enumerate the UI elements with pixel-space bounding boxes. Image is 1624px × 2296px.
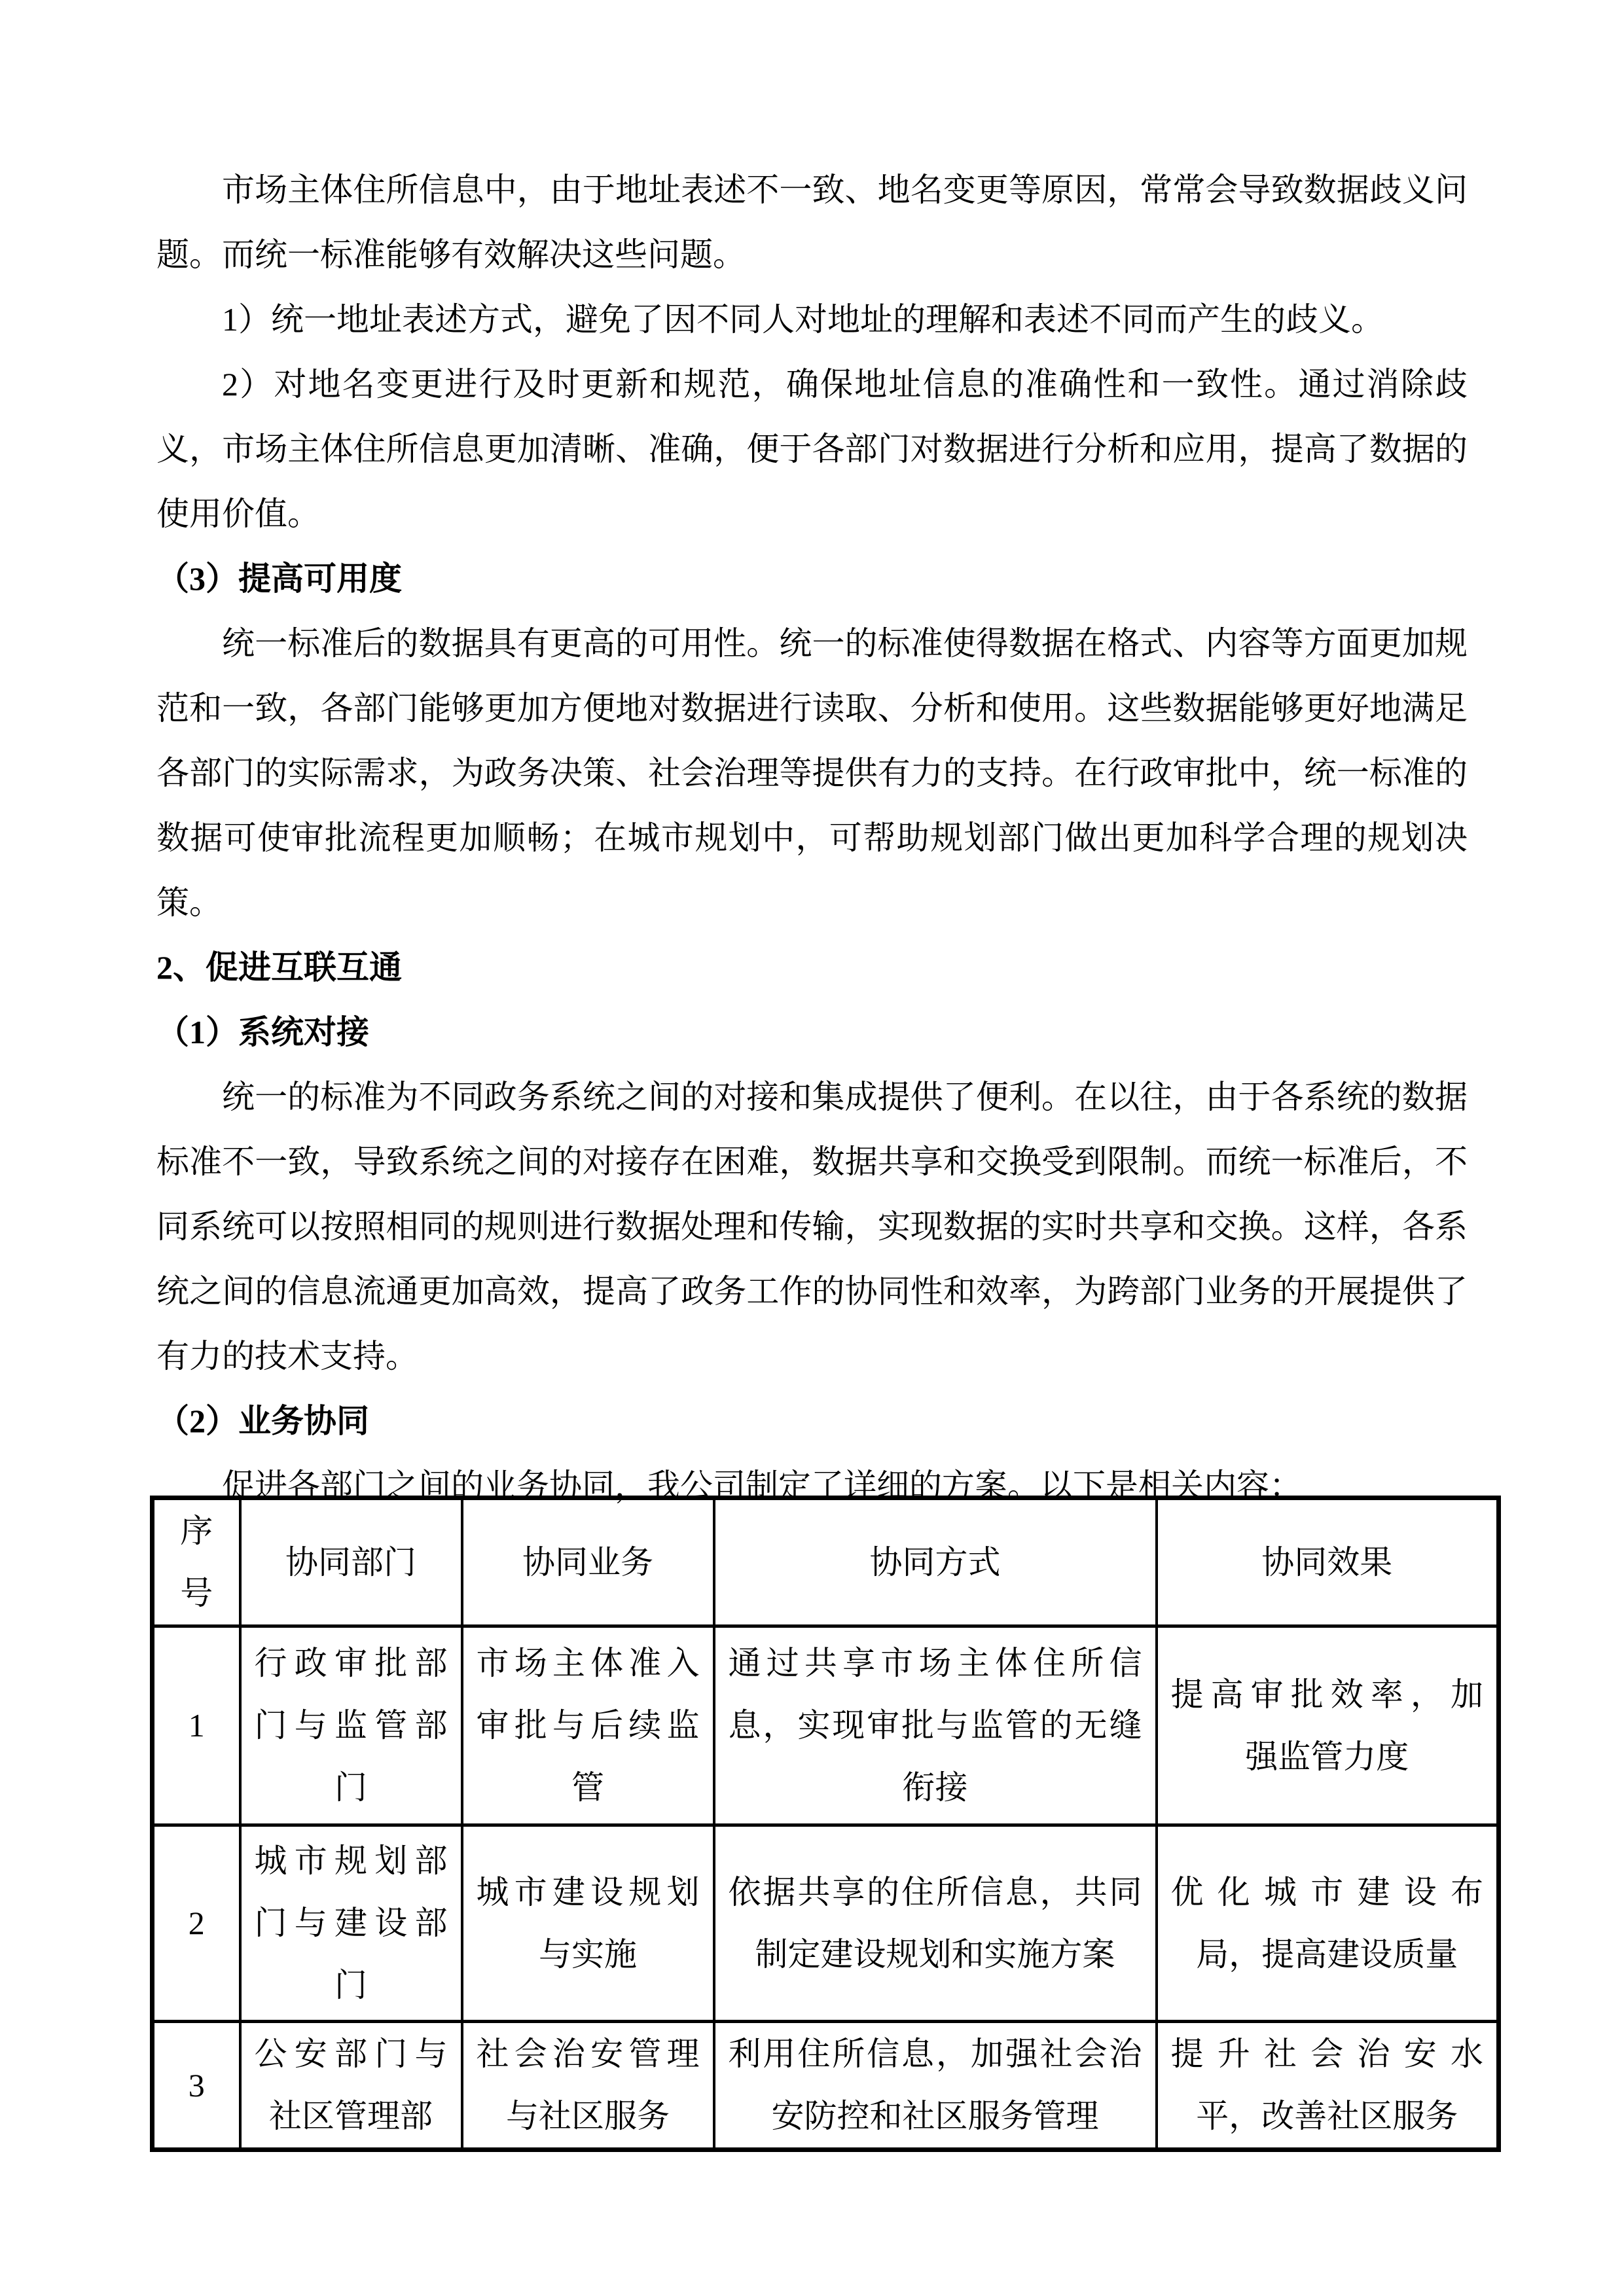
table-cell [714, 1626, 1157, 1825]
table-cell [1157, 1626, 1499, 1825]
body-line: 义，市场主体住所信息更加清晰、准确，便于各部门对数据进行分析和应用，提高了数据的 [156, 431, 1468, 467]
body-line: 统一标准后的数据具有更高的可用性。统一的标准使得数据在格式、内容等方面更加规 [222, 625, 1468, 662]
cell-line: 社区管理部 [269, 2098, 433, 2134]
cell-line: 审批与后续监 [476, 1707, 700, 1744]
cell-line: 衔接 [902, 1769, 968, 1806]
cell-line: 公安部门与 [254, 2036, 448, 2072]
cell-line: 制定建设规划和实施方案 [755, 1935, 1115, 1973]
cell-line: 协同方式 [869, 1543, 1001, 1581]
header-cell [153, 1498, 240, 1626]
table-cell [462, 1825, 714, 2022]
table-cell [153, 1626, 240, 1825]
cell-line: 门 [334, 1769, 367, 1806]
cell-line: 局，提高建设质量 [1196, 1935, 1458, 1973]
cell-line: 2 [188, 1905, 205, 1941]
table-row [153, 1626, 1499, 1825]
table-cell [153, 2022, 240, 2150]
table-cell [240, 1825, 462, 2022]
body-line: 范和一致，各部门能够更加方便地对数据进行读取、分析和使用。这些数据能够更好地满足 [156, 690, 1468, 726]
cell-line: 与实施 [539, 1935, 637, 1973]
table-cell [240, 1626, 462, 1825]
body-line: 统之间的信息流通更加高效，提高了政务工作的协同性和效率，为跨部门业务的开展提供了 [156, 1273, 1468, 1310]
table-row [153, 1825, 1499, 2022]
cell-line: 与社区服务 [506, 2098, 670, 2134]
body-line: 使用价值。 [156, 495, 320, 532]
table-cell [1157, 1825, 1499, 2022]
cell-line: 1 [188, 1707, 205, 1744]
body-line: 策。 [156, 884, 222, 921]
heading-line: （3）提高可用度 [156, 560, 402, 597]
cell-line: 利用住所信息，加强社会治 [728, 2036, 1142, 2072]
collaboration-table-wrap [150, 1496, 1496, 2152]
table-cell [462, 1626, 714, 1825]
heading-line: （2）业务协同 [156, 1403, 369, 1439]
table-header-row [153, 1498, 1499, 1626]
cell-line: 门 [334, 1967, 367, 2003]
cell-line: 城市规划部 [254, 1842, 448, 1879]
body-line: 市场主体住所信息中，由于地址表述不一致、地名变更等原因，常常会导致数据歧义问 [222, 171, 1468, 208]
cell-line: 门与建设部 [254, 1905, 448, 1941]
heading-line: （1）系统对接 [156, 1014, 369, 1050]
body-line: 各部门的实际需求，为政务决策、社会治理等提供有力的支持。在行政审批中，统一标准的 [156, 755, 1468, 791]
cell-line: 城市建设规划 [476, 1873, 700, 1910]
header-cell [240, 1498, 462, 1626]
table-cell [714, 2022, 1157, 2150]
table-cell [153, 1825, 240, 2022]
cell-line: 号 [180, 1575, 213, 1611]
heading-line: 2、促进互联互通 [156, 949, 402, 986]
cell-line: 管 [571, 1769, 604, 1806]
cell-line: 协同业务 [522, 1543, 653, 1581]
cell-line: 协同效果 [1261, 1543, 1393, 1581]
header-cell [1157, 1498, 1499, 1626]
body-line: 题。而统一标准能够有效解决这些问题。 [156, 236, 746, 273]
table-cell [240, 2022, 462, 2150]
body-line: 促进各部门之间的业务协同，我公司制定了详细的方案。以下是相关内容： [222, 1467, 1302, 1504]
table-cell [1157, 2022, 1499, 2150]
cell-line: 3 [188, 2066, 205, 2104]
cell-line: 序 [180, 1513, 213, 1549]
cell-line: 协同部门 [285, 1543, 416, 1581]
collaboration-table [150, 1496, 1501, 2152]
cell-line: 强监管力度 [1245, 1738, 1409, 1775]
cell-line: 通过共享市场主体住所信 [728, 1645, 1142, 1681]
body-line: 同系统可以按照相同的规则进行数据处理和传输，实现数据的实时共享和交换。这样，各系 [156, 1208, 1468, 1245]
header-cell [714, 1498, 1157, 1626]
cell-line: 行政审批部 [254, 1645, 448, 1681]
body-line: 2）对地名变更进行及时更新和规范，确保地址信息的准确性和一致性。通过消除歧 [222, 366, 1468, 403]
body-line: 统一的标准为不同政务系统之间的对接和集成提供了便利。在以往，由于各系统的数据 [222, 1079, 1468, 1115]
cell-line: 安防控和社区服务管理 [771, 2098, 1099, 2134]
header-cell [462, 1498, 714, 1626]
cell-line: 提高审批效率，加 [1170, 1676, 1483, 1713]
cell-line: 优化城市建设布 [1170, 1873, 1483, 1910]
cell-line: 依据共享的住所信息，共同 [728, 1873, 1142, 1910]
table-cell [462, 2022, 714, 2150]
cell-line: 社会治安管理 [476, 2036, 700, 2072]
cell-line: 门与监管部 [254, 1707, 448, 1744]
table-cell [714, 1825, 1157, 2022]
cell-line: 息，实现审批与监管的无缝 [728, 1707, 1142, 1744]
body-line: 1）统一地址表述方式，避免了因不同人对地址的理解和表述不同而产生的歧义。 [222, 301, 1384, 338]
body-line: 数据可使审批流程更加顺畅；在城市规划中，可帮助规划部门做出更加科学合理的规划决 [156, 819, 1468, 856]
cell-line: 平，改善社区服务 [1196, 2098, 1458, 2134]
body-line: 标准不一致，导致系统之间的对接存在困难，数据共享和交换受到限制。而统一标准后，不 [156, 1143, 1468, 1180]
cell-line: 市场主体准入 [476, 1645, 700, 1681]
body-line: 有力的技术支持。 [156, 1338, 418, 1374]
cell-line: 提升社会治安水 [1170, 2036, 1483, 2072]
table-row [153, 2022, 1499, 2150]
